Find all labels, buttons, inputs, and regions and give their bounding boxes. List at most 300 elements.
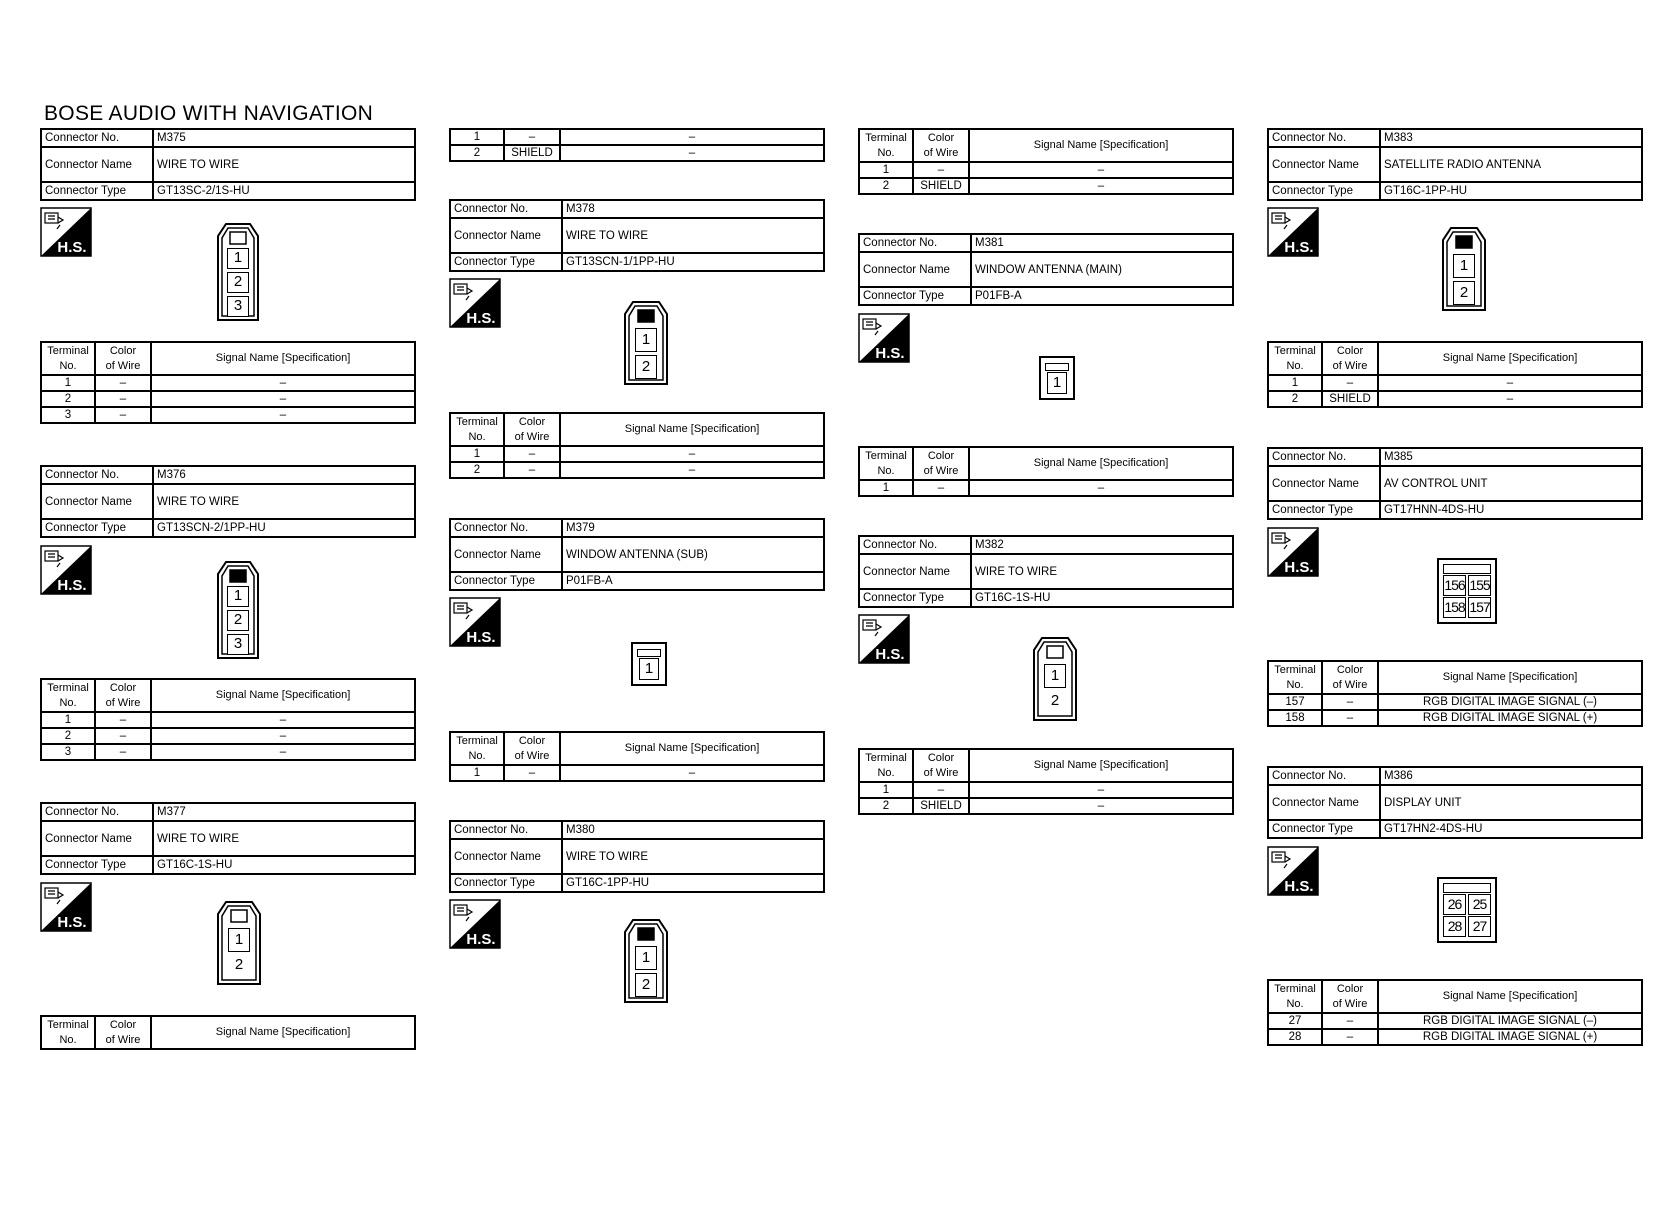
- terminal-no-header: [41, 1016, 95, 1049]
- connector-name-label: Connector Name: [450, 839, 562, 874]
- terminal-table-m379: [449, 731, 825, 782]
- terminal-no-header-line1: Terminal: [47, 681, 89, 694]
- terminal-no-header: [1268, 980, 1322, 1013]
- table-row: [1268, 710, 1642, 726]
- connector-name-value: DISPLAY UNIT: [1380, 785, 1642, 820]
- connector-type-value: GT17HNN-4DS-HU: [1380, 501, 1642, 519]
- terminal-no-cell: 28: [1268, 1029, 1322, 1045]
- signal-name-cell: –: [151, 728, 415, 744]
- connector-name-label: Connector Name: [41, 147, 153, 182]
- connector-no-label: Connector No.: [41, 466, 153, 484]
- hs-badge-graphic: [40, 207, 92, 257]
- terminal-no-header-line1: Terminal: [1274, 982, 1316, 995]
- terminal-no-header: [859, 447, 913, 480]
- terminal-no-cell: 1: [450, 446, 504, 462]
- connector-type-value: GT16C-1S-HU: [971, 589, 1233, 607]
- hs-badge-graphic: [1267, 207, 1319, 257]
- color-of-wire-header: [913, 749, 969, 782]
- signal-name-header: Signal Name [Specification]: [151, 1016, 415, 1049]
- signal-name-header: Signal Name [Specification]: [1378, 342, 1642, 375]
- color-of-wire-header: [95, 342, 151, 375]
- terminal-table-m380: [858, 128, 1234, 195]
- wire-color-cell: –: [95, 375, 151, 391]
- connector-no-value: M380: [562, 821, 824, 839]
- table-row: [1268, 1013, 1642, 1029]
- pin-cell: 1: [635, 946, 657, 970]
- terminal-no-cell: 1: [41, 712, 95, 728]
- table-row: [1268, 391, 1642, 407]
- pin-cell: 3: [227, 296, 249, 317]
- hs-icon: [1267, 207, 1319, 257]
- terminal-no-header-line2: No.: [1286, 359, 1304, 372]
- table-row: [859, 480, 1233, 496]
- color-header-line1: Color: [109, 681, 137, 694]
- connector-no-label: Connector No.: [450, 200, 562, 218]
- signal-name-header: Signal Name [Specification]: [151, 342, 415, 375]
- hs-icon: [449, 899, 501, 949]
- connector-type-label: Connector Type: [859, 287, 971, 305]
- wire-color-cell: –: [95, 407, 151, 423]
- color-of-wire-header: [913, 447, 969, 480]
- pin-cell: 2: [227, 610, 249, 631]
- terminal-no-header-line1: Terminal: [865, 751, 907, 764]
- signal-name-header: Signal Name [Specification]: [969, 447, 1233, 480]
- connector-name-value: WIRE TO WIRE: [562, 839, 824, 874]
- connector-key: [638, 310, 654, 322]
- hs-icon: [449, 278, 501, 328]
- connector-name-label: Connector Name: [1268, 466, 1380, 501]
- wire-color-cell: –: [504, 462, 560, 478]
- table-row: [450, 446, 824, 462]
- hs-text: H.S.: [57, 239, 87, 256]
- signal-name-header: Signal Name [Specification]: [560, 413, 824, 446]
- color-of-wire-header: [913, 129, 969, 162]
- connector-name-label: Connector Name: [1268, 785, 1380, 820]
- wire-color-cell: –: [1322, 375, 1378, 391]
- connector-type-label: Connector Type: [1268, 182, 1380, 200]
- connector-name-label: Connector Name: [450, 537, 562, 572]
- connector-face-m382: [1032, 636, 1078, 722]
- terminal-table-m385: [1267, 660, 1643, 727]
- terminal-table-m377: [40, 1015, 416, 1050]
- hs-icon: [449, 597, 501, 647]
- terminal-no-cell: 2: [859, 178, 913, 194]
- terminal-table-m382: [858, 748, 1234, 815]
- hs-badge-graphic: [449, 899, 501, 949]
- wire-color-cell: –: [1322, 710, 1378, 726]
- terminal-header-row: [41, 1016, 415, 1049]
- connector-info-m380: [449, 820, 825, 893]
- wire-color-cell: –: [95, 712, 151, 728]
- color-of-wire-header: [95, 1016, 151, 1049]
- terminal-header-row: [859, 129, 1233, 162]
- signal-name-cell: RGB DIGITAL IMAGE SIGNAL (–): [1378, 694, 1642, 710]
- signal-name-header: Signal Name [Specification]: [1378, 980, 1642, 1013]
- connector-name-value: WIRE TO WIRE: [562, 218, 824, 253]
- color-of-wire-header: [95, 679, 151, 712]
- hs-icon: [40, 207, 92, 257]
- signal-name-cell: RGB DIGITAL IMAGE SIGNAL (+): [1378, 710, 1642, 726]
- terminal-no-cell: 1: [1268, 375, 1322, 391]
- signal-name-cell: –: [1378, 391, 1642, 407]
- terminal-no-cell: 2: [41, 728, 95, 744]
- connector-no-label: Connector No.: [859, 536, 971, 554]
- connector-name-label: Connector Name: [859, 554, 971, 589]
- page-title: BOSE AUDIO WITH NAVIGATION: [44, 102, 374, 125]
- connector-info-m378: [449, 199, 825, 272]
- connector-name-value: WIRE TO WIRE: [153, 147, 415, 182]
- connector-type-label: Connector Type: [450, 874, 562, 892]
- wire-color-cell: –: [504, 129, 560, 145]
- connector-key: [637, 649, 661, 657]
- terminal-no-cell: 2: [1268, 391, 1322, 407]
- color-header-line1: Color: [927, 751, 955, 764]
- connector-type-label: Connector Type: [450, 253, 562, 271]
- terminal-header-row: [1268, 980, 1642, 1013]
- terminal-header-row: [859, 749, 1233, 782]
- color-header-line1: Color: [1336, 663, 1364, 676]
- connector-type-value: GT13SCN-1/1PP-HU: [562, 253, 824, 271]
- terminal-no-cell: 3: [41, 407, 95, 423]
- connector-info-m386: [1267, 766, 1643, 839]
- signal-name-header: Signal Name [Specification]: [969, 749, 1233, 782]
- connector-face-m376: [216, 560, 260, 660]
- terminal-no-header-line2: No.: [1286, 678, 1304, 691]
- connector-no-value: M377: [153, 803, 415, 821]
- terminal-no-header: [450, 732, 504, 765]
- connector-key: [1456, 236, 1472, 248]
- terminal-no-header-line2: No.: [877, 146, 895, 159]
- color-header-line2: of Wire: [923, 464, 959, 477]
- terminal-no-cell: 1: [41, 375, 95, 391]
- pin-cell: 2: [227, 272, 249, 293]
- terminal-no-header-line1: Terminal: [47, 344, 89, 357]
- connector-no-value: M378: [562, 200, 824, 218]
- connector-no-label: Connector No.: [859, 234, 971, 252]
- table-row: [1268, 375, 1642, 391]
- connector-name-label: Connector Name: [450, 218, 562, 253]
- terminal-no-cell: 157: [1268, 694, 1322, 710]
- terminal-no-header-line2: No.: [59, 1033, 77, 1046]
- signal-name-header: Signal Name [Specification]: [969, 129, 1233, 162]
- connector-type-value: P01FB-A: [562, 572, 824, 590]
- terminal-no-cell: 2: [450, 145, 504, 161]
- connector-info-m385: [1267, 447, 1643, 520]
- terminal-no-header: [1268, 661, 1322, 694]
- connector-face-m386: [1437, 877, 1497, 943]
- table-row: [41, 712, 415, 728]
- pin-cell: 2: [635, 355, 657, 379]
- color-of-wire-header: [1322, 661, 1378, 694]
- color-header-line1: Color: [109, 344, 137, 357]
- terminal-no-header-line1: Terminal: [456, 734, 498, 747]
- signal-name-cell: –: [969, 480, 1233, 496]
- terminal-no-header-line2: No.: [59, 359, 77, 372]
- hs-text: H.S.: [466, 310, 496, 327]
- terminal-header-row: [41, 679, 415, 712]
- table-row: [1268, 1029, 1642, 1045]
- hs-badge-graphic: [449, 278, 501, 328]
- connector-type-label: Connector Type: [1268, 501, 1380, 519]
- connector-name-value: WIRE TO WIRE: [971, 554, 1233, 589]
- pin-cell: 1: [227, 586, 249, 607]
- hs-icon: [858, 313, 910, 363]
- signal-name-cell: –: [560, 129, 824, 145]
- pin-cell: 1: [227, 248, 249, 269]
- color-header-line2: of Wire: [514, 749, 550, 762]
- terminal-header-row: [450, 732, 824, 765]
- color-header-line2: of Wire: [105, 359, 141, 372]
- connector-key: [638, 928, 654, 940]
- signal-name-cell: –: [151, 712, 415, 728]
- connector-type-value: GT17HN2-4DS-HU: [1380, 820, 1642, 838]
- connector-type-value: GT13SCN-2/1PP-HU: [153, 519, 415, 537]
- terminal-no-header-line2: No.: [877, 766, 895, 779]
- pin-cell: 1: [1044, 664, 1066, 688]
- terminal-no-header: [859, 129, 913, 162]
- connector-info-m382: [858, 535, 1234, 608]
- connector-info-m375: [40, 128, 416, 201]
- connector-key: [230, 570, 246, 582]
- terminal-no-header-line1: Terminal: [865, 131, 907, 144]
- terminal-header-row: [1268, 661, 1642, 694]
- table-row: [859, 782, 1233, 798]
- signal-name-cell: –: [151, 391, 415, 407]
- terminal-no-header-line2: No.: [877, 464, 895, 477]
- terminal-no-header: [41, 679, 95, 712]
- table-row: [450, 462, 824, 478]
- connector-face-m383: [1441, 226, 1487, 312]
- connector-key: [1047, 646, 1063, 658]
- hs-badge-graphic: [40, 545, 92, 595]
- table-row: [450, 129, 824, 145]
- signal-name-header: Signal Name [Specification]: [560, 732, 824, 765]
- wire-color-cell: –: [95, 728, 151, 744]
- pin-cell: 1: [1047, 372, 1067, 394]
- color-header-line2: of Wire: [105, 696, 141, 709]
- pin-cell: 28: [1443, 916, 1466, 937]
- connector-type-value: GT16C-1PP-HU: [562, 874, 824, 892]
- wire-color-cell: –: [1322, 694, 1378, 710]
- connector-name-value: WIRE TO WIRE: [153, 484, 415, 519]
- hs-icon: [40, 545, 92, 595]
- connector-name-value: WINDOW ANTENNA (SUB): [562, 537, 824, 572]
- hs-badge-graphic: [858, 614, 910, 664]
- hs-badge-graphic: [1267, 846, 1319, 896]
- pin-cell: 157: [1468, 597, 1491, 618]
- pin-label: 2: [1050, 692, 1060, 709]
- table-row: [41, 391, 415, 407]
- signal-name-cell: –: [560, 145, 824, 161]
- pin-cell: 26: [1443, 894, 1466, 915]
- signal-name-cell: –: [1378, 375, 1642, 391]
- terminal-header-row: [1268, 342, 1642, 375]
- connector-no-value: M385: [1380, 448, 1642, 466]
- signal-name-cell: –: [560, 446, 824, 462]
- connector-type-label: Connector Type: [41, 182, 153, 200]
- terminal-no-cell: 2: [859, 798, 913, 814]
- table-row: [1268, 694, 1642, 710]
- connector-type-value: GT16C-1S-HU: [153, 856, 415, 874]
- hs-icon: [858, 614, 910, 664]
- connector-type-value: P01FB-A: [971, 287, 1233, 305]
- hs-text: H.S.: [1284, 239, 1314, 256]
- table-row: [450, 765, 824, 781]
- terminal-no-header-line1: Terminal: [47, 1018, 89, 1031]
- color-of-wire-header: [1322, 342, 1378, 375]
- connector-name-label: Connector Name: [41, 821, 153, 856]
- wire-color-cell: –: [913, 782, 969, 798]
- connector-name-value: WIRE TO WIRE: [153, 821, 415, 856]
- color-header-line2: of Wire: [1332, 678, 1368, 691]
- color-of-wire-header: [504, 732, 560, 765]
- wire-color-cell: –: [913, 162, 969, 178]
- hs-text: H.S.: [1284, 878, 1314, 895]
- signal-name-cell: –: [560, 765, 824, 781]
- wire-color-cell: –: [95, 744, 151, 760]
- pin-cell: 2: [635, 973, 657, 997]
- terminal-header-row: [859, 447, 1233, 480]
- terminal-no-header-line1: Terminal: [1274, 663, 1316, 676]
- terminal-no-header: [859, 749, 913, 782]
- connector-no-value: M386: [1380, 767, 1642, 785]
- connector-face-m381: [1039, 356, 1075, 400]
- color-header-line2: of Wire: [105, 1033, 141, 1046]
- connector-face-m380: [623, 918, 669, 1004]
- connector-key: [1443, 564, 1491, 574]
- color-header-line1: Color: [1336, 982, 1364, 995]
- hs-badge-graphic: [40, 882, 92, 932]
- color-of-wire-header: [504, 413, 560, 446]
- terminal-no-cell: 3: [41, 744, 95, 760]
- connector-no-value: M381: [971, 234, 1233, 252]
- connector-name-value: SATELLITE RADIO ANTENNA: [1380, 147, 1642, 182]
- color-header-line2: of Wire: [1332, 359, 1368, 372]
- wire-color-cell: –: [1322, 1029, 1378, 1045]
- terminal-no-header-line1: Terminal: [865, 449, 907, 462]
- table-row: [41, 375, 415, 391]
- connector-no-label: Connector No.: [1268, 129, 1380, 147]
- terminal-no-header-line2: No.: [1286, 997, 1304, 1010]
- signal-name-cell: RGB DIGITAL IMAGE SIGNAL (–): [1378, 1013, 1642, 1029]
- connector-info-m381: [858, 233, 1234, 306]
- wire-color-cell: –: [95, 391, 151, 407]
- wire-color-cell: SHIELD: [913, 798, 969, 814]
- terminal-no-header: [450, 413, 504, 446]
- connector-name-label: Connector Name: [41, 484, 153, 519]
- connector-no-label: Connector No.: [450, 519, 562, 537]
- connector-no-value: M376: [153, 466, 415, 484]
- connector-key: [1045, 363, 1069, 371]
- connector-name-label: Connector Name: [859, 252, 971, 287]
- connector-type-label: Connector Type: [41, 519, 153, 537]
- color-header-line2: of Wire: [923, 146, 959, 159]
- wire-color-cell: –: [504, 446, 560, 462]
- terminal-table-m377-continued: [449, 128, 825, 162]
- pin-cell: 158: [1443, 597, 1466, 618]
- table-row: [859, 798, 1233, 814]
- hs-icon: [40, 882, 92, 932]
- connector-info-m379: [449, 518, 825, 591]
- wire-color-cell: SHIELD: [913, 178, 969, 194]
- connector-no-value: M383: [1380, 129, 1642, 147]
- connector-no-label: Connector No.: [450, 821, 562, 839]
- table-row: [859, 178, 1233, 194]
- color-header-line2: of Wire: [923, 766, 959, 779]
- pin-cell: 155: [1468, 575, 1491, 596]
- terminal-table-m383: [1267, 341, 1643, 408]
- signal-name-cell: –: [969, 162, 1233, 178]
- terminal-no-header-line2: No.: [468, 749, 486, 762]
- table-row: [450, 145, 824, 161]
- hs-badge-graphic: [449, 597, 501, 647]
- pin-cell: 25: [1468, 894, 1491, 915]
- signal-name-cell: –: [969, 782, 1233, 798]
- hs-text: H.S.: [57, 577, 87, 594]
- terminal-no-cell: 1: [450, 765, 504, 781]
- terminal-no-header-line2: No.: [59, 696, 77, 709]
- signal-name-cell: –: [151, 407, 415, 423]
- connector-key: [1443, 883, 1491, 893]
- pin-cell: 1: [228, 928, 250, 952]
- hs-text: H.S.: [466, 629, 496, 646]
- connector-key: [231, 910, 247, 922]
- terminal-table-m378: [449, 412, 825, 479]
- signal-name-cell: RGB DIGITAL IMAGE SIGNAL (+): [1378, 1029, 1642, 1045]
- hs-text: H.S.: [1284, 559, 1314, 576]
- connector-face-m377: [216, 900, 262, 986]
- color-of-wire-header: [1322, 980, 1378, 1013]
- pin-cell: 3: [227, 634, 249, 655]
- terminal-no-cell: 27: [1268, 1013, 1322, 1029]
- color-header-line1: Color: [518, 734, 546, 747]
- connector-face-m375: [216, 222, 260, 322]
- color-header-line2: of Wire: [1332, 997, 1368, 1010]
- pin-cell: 1: [1453, 254, 1475, 278]
- signal-name-header: Signal Name [Specification]: [151, 679, 415, 712]
- wire-color-cell: SHIELD: [1322, 391, 1378, 407]
- connector-no-label: Connector No.: [1268, 448, 1380, 466]
- hs-text: H.S.: [466, 931, 496, 948]
- hs-badge-graphic: [858, 313, 910, 363]
- color-header-line1: Color: [1336, 344, 1364, 357]
- signal-name-cell: –: [151, 744, 415, 760]
- signal-name-cell: –: [969, 798, 1233, 814]
- connector-type-value: GT13SC-2/1S-HU: [153, 182, 415, 200]
- color-header-line1: Color: [518, 415, 546, 428]
- terminal-no-cell: 1: [859, 782, 913, 798]
- color-header-line2: of Wire: [514, 430, 550, 443]
- hs-text: H.S.: [57, 914, 87, 931]
- terminal-header-row: [450, 413, 824, 446]
- connector-type-label: Connector Type: [1268, 820, 1380, 838]
- connector-face-m385: [1437, 558, 1497, 624]
- hs-text: H.S.: [875, 345, 905, 362]
- connector-type-label: Connector Type: [859, 589, 971, 607]
- connector-no-label: Connector No.: [41, 129, 153, 147]
- wire-color-cell: SHIELD: [504, 145, 560, 161]
- terminal-no-cell: 2: [41, 391, 95, 407]
- terminal-no-header-line2: No.: [468, 430, 486, 443]
- table-row: [41, 728, 415, 744]
- hs-icon: [1267, 527, 1319, 577]
- connector-info-m383: [1267, 128, 1643, 201]
- connector-no-value: M379: [562, 519, 824, 537]
- terminal-no-header: [1268, 342, 1322, 375]
- terminal-table-m375: [40, 341, 416, 424]
- terminal-no-header-line1: Terminal: [456, 415, 498, 428]
- connector-no-value: M382: [971, 536, 1233, 554]
